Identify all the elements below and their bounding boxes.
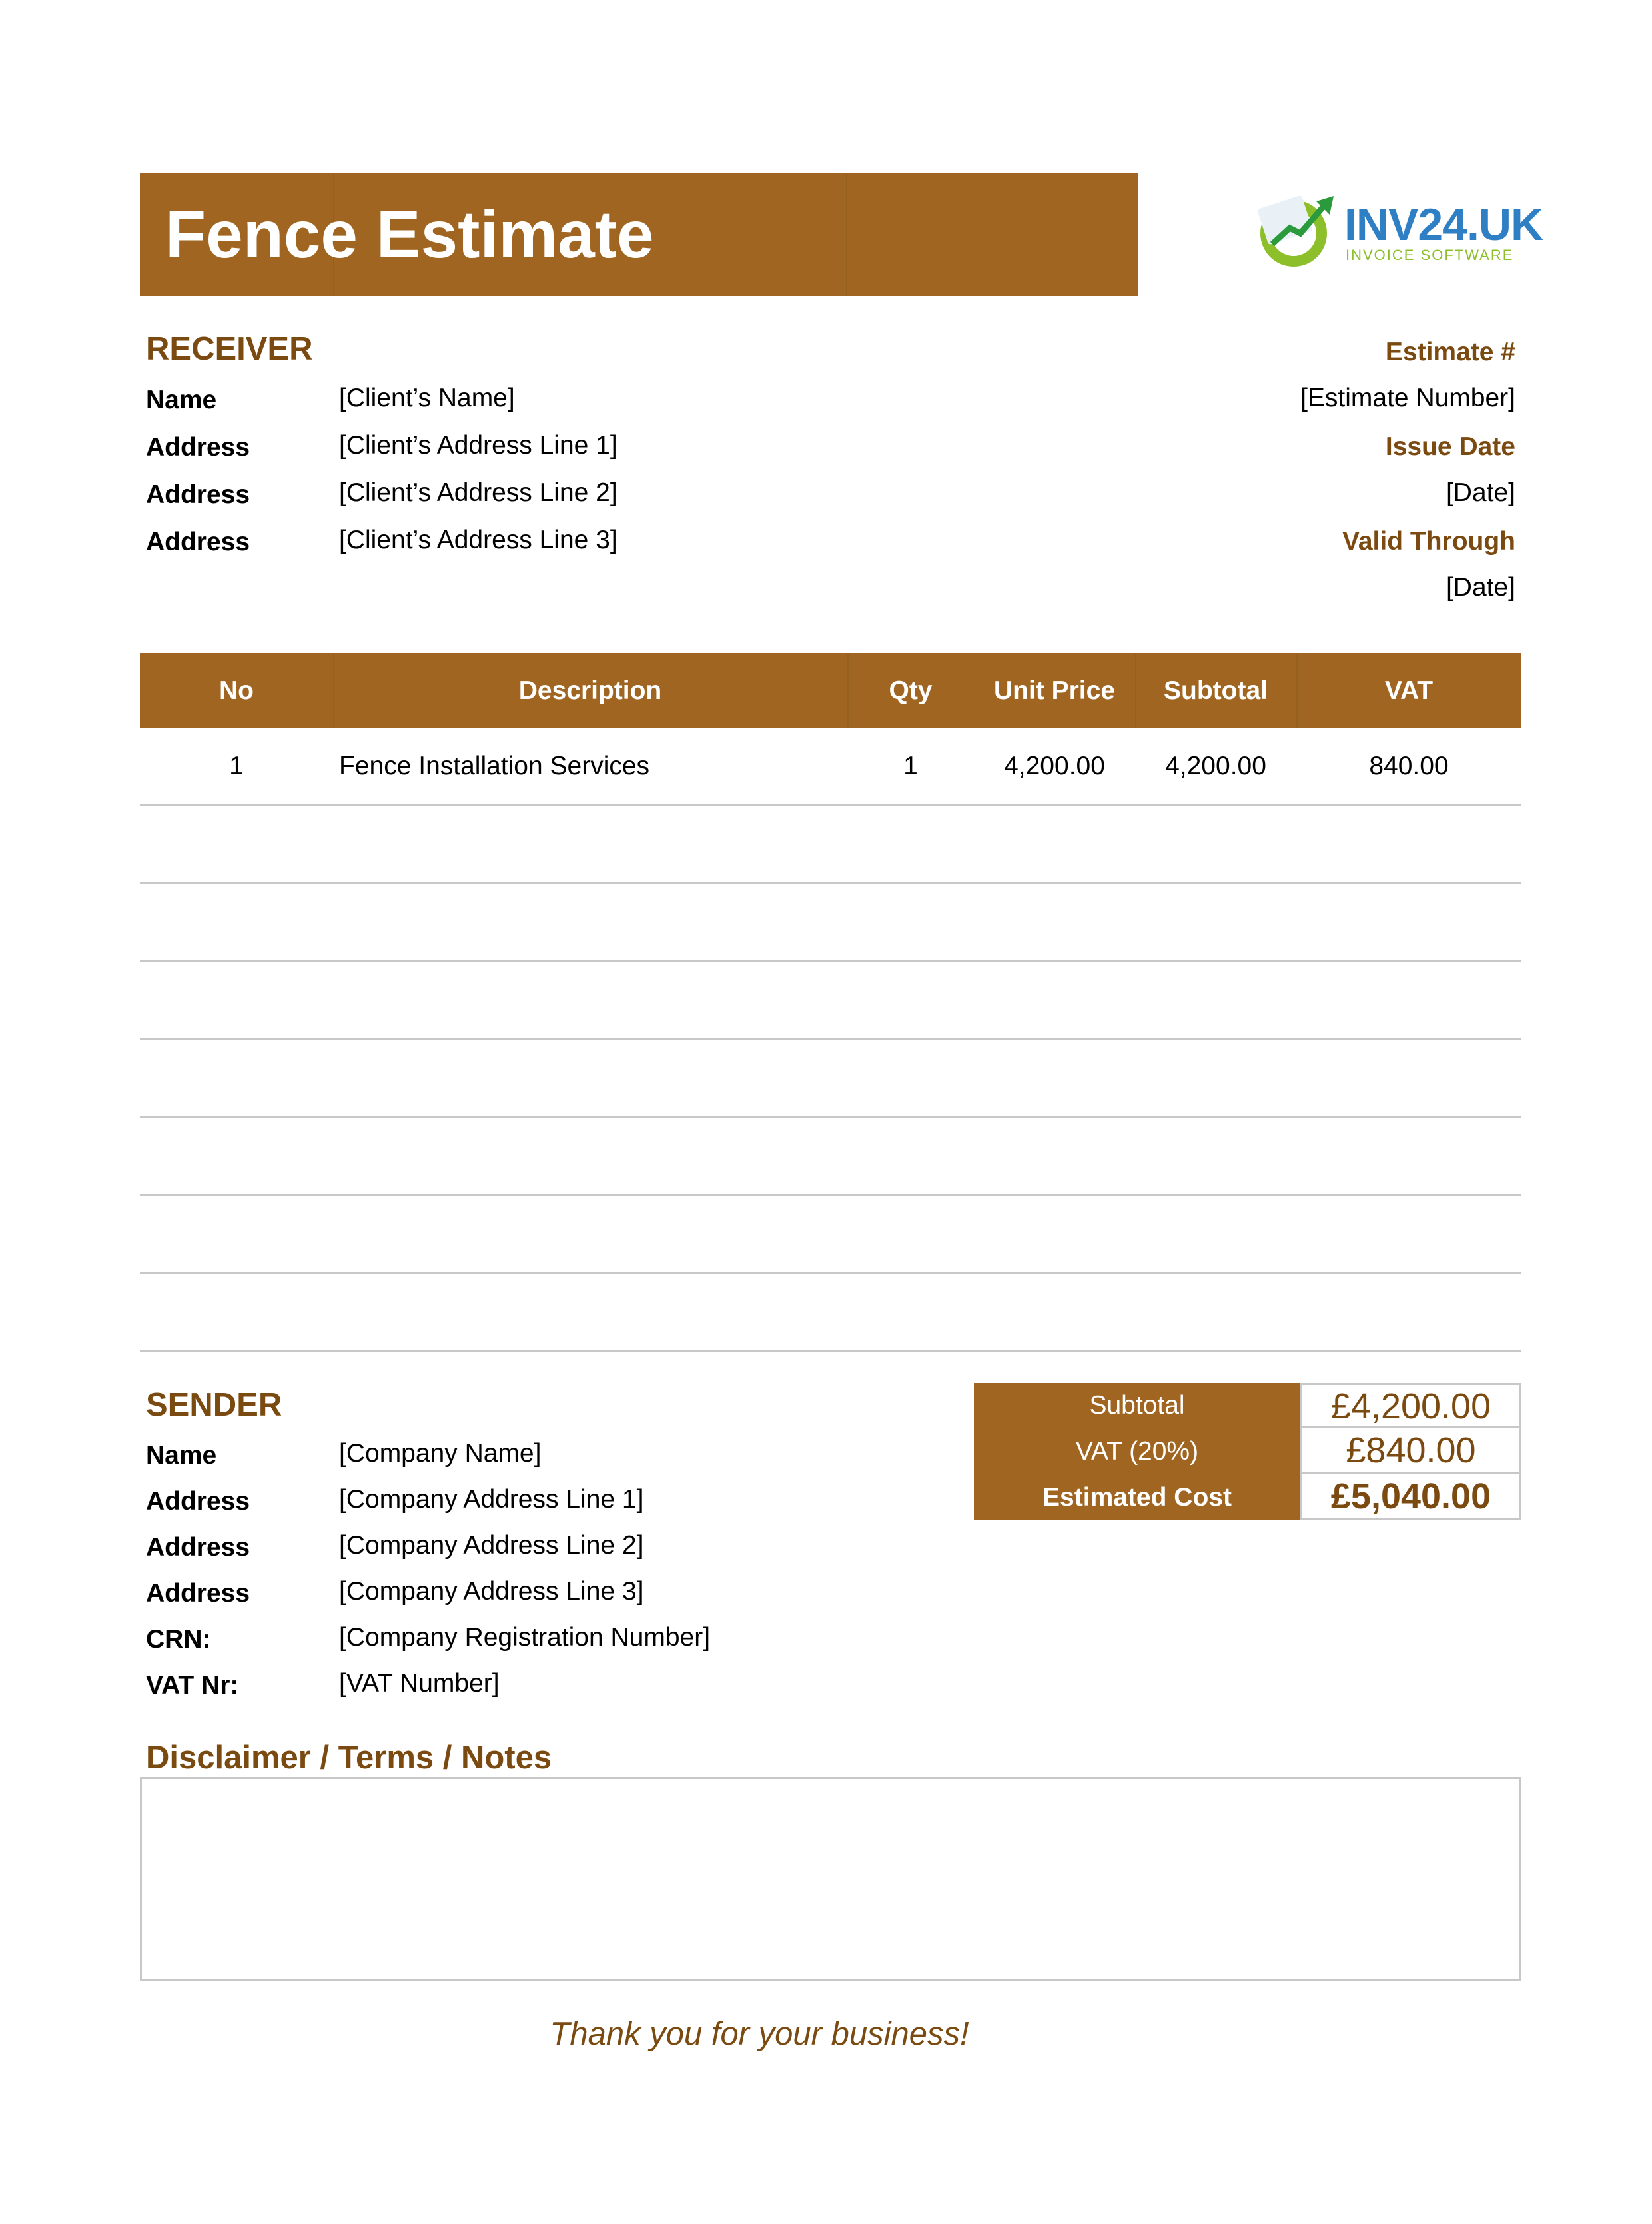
issue-date-value[interactable]: [Date] xyxy=(1446,478,1515,507)
column-header-qty: Qty xyxy=(889,676,933,705)
column-header-vat: VAT xyxy=(1384,676,1434,705)
table-row xyxy=(140,728,1521,806)
vat-total-value: £840.00 xyxy=(1300,1428,1521,1474)
sender-address-value-1[interactable]: [Company Address Line 1] xyxy=(339,1485,644,1514)
column-header-subtotal: Subtotal xyxy=(1164,676,1268,705)
estimate-number-value[interactable]: [Estimate Number] xyxy=(1300,384,1515,412)
table-row-empty[interactable] xyxy=(140,1274,1521,1352)
thank-you-message: Thank you for your business! xyxy=(550,2016,969,2052)
sender-heading: SENDER xyxy=(146,1387,282,1423)
table-row-empty[interactable] xyxy=(140,884,1521,962)
logo-subtext: INVOICE SOFTWARE xyxy=(1346,247,1514,263)
totals-box xyxy=(974,1383,1521,1520)
estimate-number-label: Estimate # xyxy=(1385,338,1515,366)
receiver-address-value-2[interactable]: [Client’s Address Line 2] xyxy=(339,478,618,507)
receiver-name-label: Name xyxy=(146,386,217,414)
receiver-address-value-3[interactable]: [Client’s Address Line 3] xyxy=(339,526,618,554)
column-header-unit-price: Unit Price xyxy=(993,676,1116,705)
receiver-heading: RECEIVER xyxy=(146,331,313,367)
sender-vat-label: VAT Nr: xyxy=(146,1671,239,1700)
table-row-empty[interactable] xyxy=(140,806,1521,884)
sender-crn-value[interactable]: [Company Registration Number] xyxy=(339,1623,711,1652)
valid-through-label: Valid Through xyxy=(1342,527,1515,556)
subtotal-row xyxy=(974,1383,1521,1428)
sender-address-value-3[interactable]: [Company Address Line 3] xyxy=(339,1577,644,1606)
row-no[interactable]: 1 xyxy=(229,752,244,780)
subtotal-label: Subtotal xyxy=(974,1383,1300,1428)
receiver-address-label-1: Address xyxy=(146,433,250,462)
vat-row xyxy=(974,1428,1521,1474)
receiver-address-label-3: Address xyxy=(146,528,250,556)
sender-vat-value[interactable]: [VAT Number] xyxy=(339,1669,500,1698)
valid-through-value[interactable]: [Date] xyxy=(1446,573,1515,602)
sender-address-label-1: Address xyxy=(146,1487,250,1516)
row-unit-price[interactable]: 4,200.00 xyxy=(1004,752,1105,780)
title-banner xyxy=(140,173,1138,296)
sender-address-label-3: Address xyxy=(146,1579,250,1608)
column-header-no: No xyxy=(219,676,254,705)
estimated-cost-row xyxy=(974,1474,1521,1520)
page-title: Fence Estimate xyxy=(165,197,654,272)
row-description[interactable]: Fence Installation Services xyxy=(339,752,650,780)
issue-date-label: Issue Date xyxy=(1385,432,1515,461)
estimated-cost-label: Estimated Cost xyxy=(974,1474,1300,1520)
vat-total-label: VAT (20%) xyxy=(974,1428,1300,1474)
sender-address-value-2[interactable]: [Company Address Line 2] xyxy=(339,1531,644,1560)
notes-heading: Disclaimer / Terms / Notes xyxy=(146,1740,552,1776)
sender-address-label-2: Address xyxy=(146,1533,250,1562)
table-row-empty[interactable] xyxy=(140,962,1521,1040)
sender-name-value[interactable]: [Company Name] xyxy=(339,1439,542,1468)
row-subtotal[interactable]: 4,200.00 xyxy=(1165,752,1266,780)
logo-icon xyxy=(1252,189,1343,269)
table-row-empty[interactable] xyxy=(140,1196,1521,1274)
logo-text: INV24.UK xyxy=(1344,199,1543,250)
receiver-address-label-2: Address xyxy=(146,480,250,509)
estimated-cost-value: £5,040.00 xyxy=(1300,1474,1521,1520)
column-header-description: Description xyxy=(518,676,662,705)
subtotal-value: £4,200.00 xyxy=(1300,1383,1521,1428)
receiver-name-value[interactable]: [Client’s Name] xyxy=(339,384,515,412)
table-row-empty[interactable] xyxy=(140,1118,1521,1196)
row-qty[interactable]: 1 xyxy=(903,752,918,780)
sender-name-label: Name xyxy=(146,1441,217,1470)
row-vat[interactable]: 840.00 xyxy=(1369,752,1449,780)
notes-field[interactable] xyxy=(140,1777,1521,1981)
table-header xyxy=(140,653,1521,728)
items-table xyxy=(140,653,1521,1352)
table-row-empty[interactable] xyxy=(140,1040,1521,1118)
sender-crn-label: CRN: xyxy=(146,1625,211,1654)
company-logo xyxy=(1252,189,1543,269)
receiver-address-value-1[interactable]: [Client’s Address Line 1] xyxy=(339,431,618,460)
